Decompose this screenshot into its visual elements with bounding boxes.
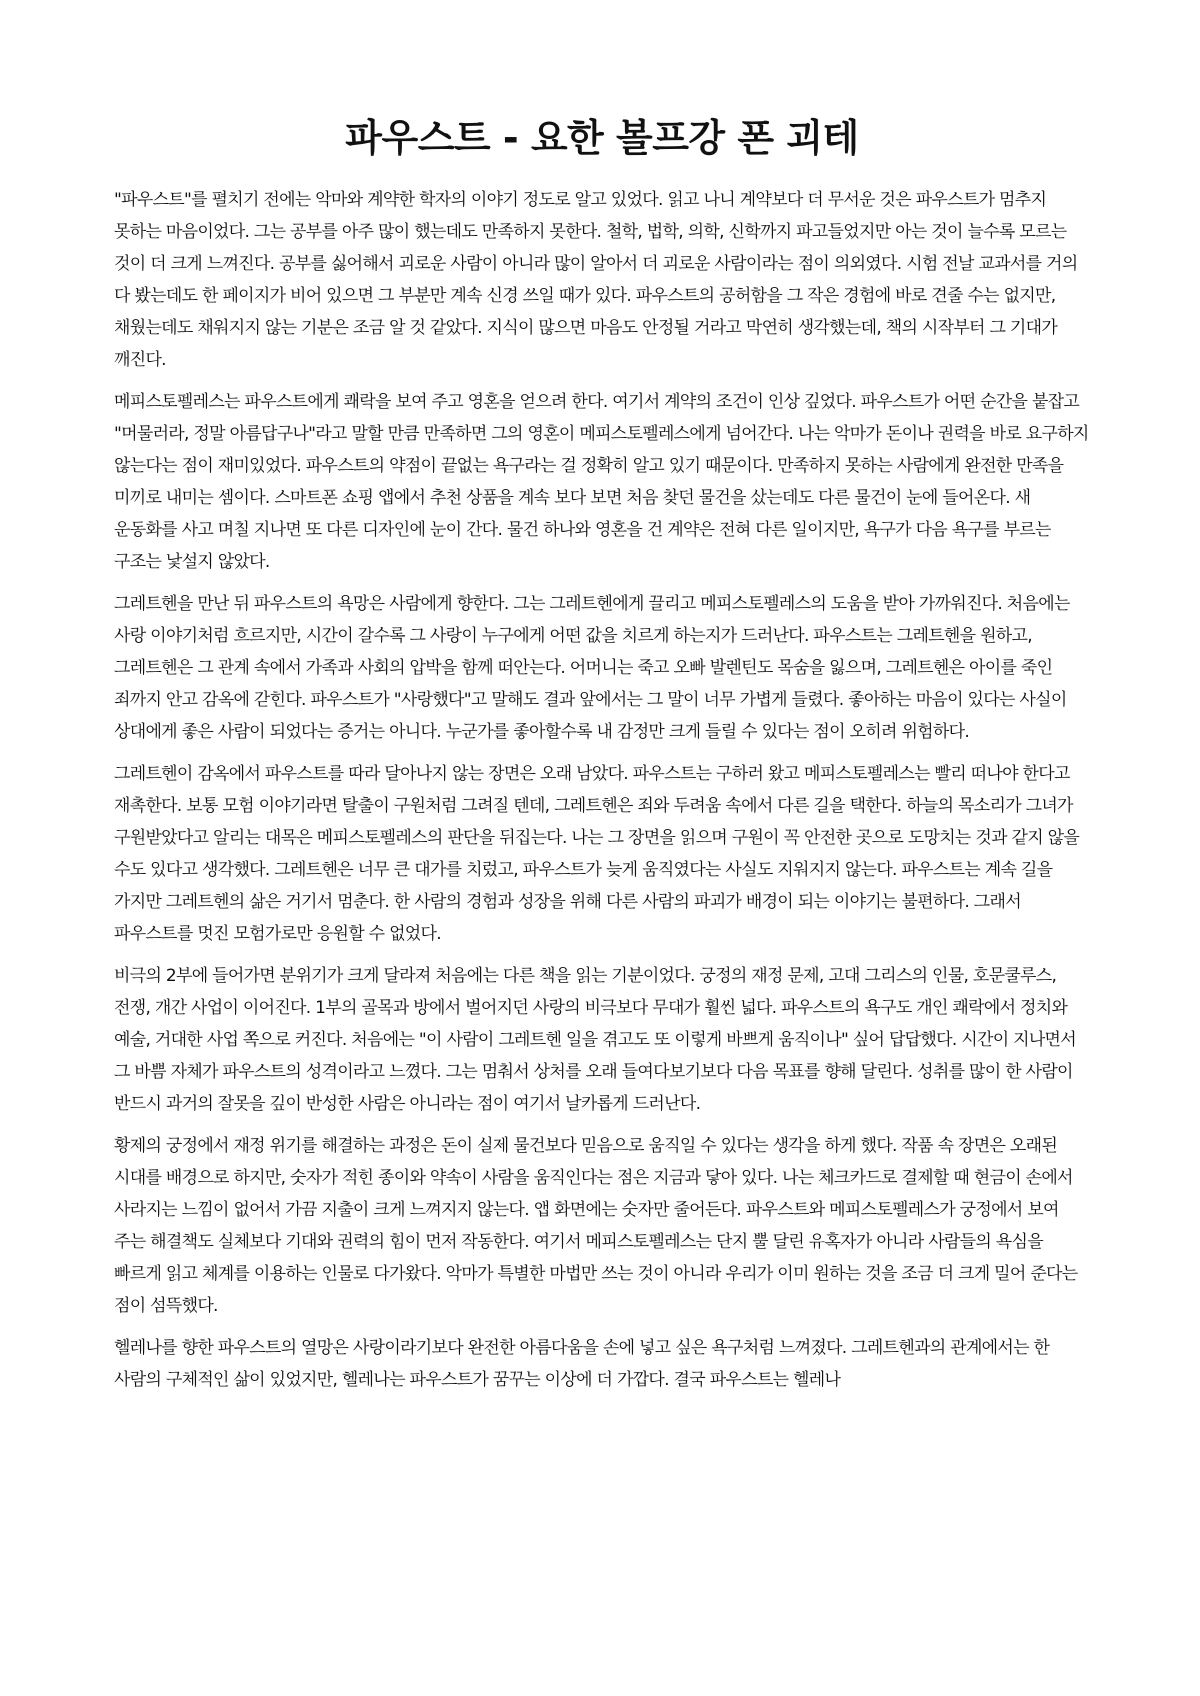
- body-paragraph-3: 그레트헨을 만난 뒤 파우스트의 욕망은 사람에게 향한다. 그는 그레트헨에게 끌리고 메피스토펠레스의 도움을 받아 가까워진다. 처음에는 사랑 이야기처럼 흐르지만, 시간이 갈수록 그 사랑이 누구에게 어떤 값을 치르게 하는지가 드러난다. 파우스트는 그레트헨을 원하고, 그레트헨은 그 관계 속에서 가족과 사회의 압박을 함께 떠안는다. 어머니는 죽고 오빠 발렌틴도 목숨을 잃으며, 그레트헨은 아이를 죽인 죄까지 안고 감옥에 갇힌다. 파우스트가 "사랑했다"고 말해도 결과 앞에서는 그 말이 너무 가볍게 들렸다. 좋아하는 마음이 있다는 사실이 상대에게 좋은 사람이 되었다는 증거는 아니다. 누군가를 좋아할수록 내 감정만 크게 들릴 수 있다는 점이 오히려 위험하다.: [114, 594, 1070, 742]
- body-paragraph-6: 황제의 궁정에서 재정 위기를 해결하는 과정은 돈이 실제 물건보다 믿음으로 움직일 수 있다는 생각을 하게 했다. 작품 속 장면은 오래된 시대를 배경으로 하지만, 숫자가 적힌 종이와 약속이 사람을 움직인다는 점은 지금과 닿아 있다. 나는 체크카드로 결제할 때 현금이 손에서 사라지는 느낌이 없어서 가끔 지출이 크게 느껴지지 않는다. 앱 화면에는 숫자만 줄어든다. 파우스트와 메피스토펠레스가 궁정에서 보여 주는 해결책도 실체보다 기대와 권력의 힘이 먼저 작동한다. 여기서 메피스토펠레스는 단지 뿔 달린 유혹자가 아니라 사람들의 욕심을 빠르게 읽고 체계를 이용하는 인물로 다가왔다. 악마가 특별한 마법만 쓰는 것이 아니라 우리가 이미 원하는 것을 조금 더 크게 밀어 준다는 점이 섬뜩했다.: [114, 1136, 1078, 1316]
- body-paragraph-4: 그레트헨이 감옥에서 파우스트를 따라 달아나지 않는 장면은 오래 남았다. 파우스트는 구하러 왔고 메피스토펠레스는 빨리 떠나야 한다고 재촉한다. 보통 모험 이야기라면 탈출이 구원처럼 그려질 텐데, 그레트헨은 죄와 두려움 속에서 다른 길을 택한다. 하늘의 목소리가 그녀가 구원받았다고 알리는 대목은 메피스토펠레스의 판단을 뒤집는다. 나는 그 장면을 읽으며 구원이 꼭 안전한 곳으로 도망치는 것과 같지 않을 수도 있다고 생각했다. 그레트헨은 너무 큰 대가를 치렀고, 파우스트가 늦게 움직였다는 사실도 지워지지 않는다. 파우스트는 계속 길을 가지만 그레트헨의 삶은 거기서 멈춘다. 한 사람의 경험과 성장을 위해 다른 사람의 파괴가 배경이 되는 이야기는 불편하다. 그래서 파우스트를 멋진 모험가로만 응원할 수 없었다.: [114, 764, 1080, 944]
- document-title: 파우스트 - 요한 볼프강 폰 괴테: [345, 116, 859, 160]
- body-paragraph-1: "파우스트"를 펼치기 전에는 악마와 계약한 학자의 이야기 정도로 알고 있었다. 읽고 나니 계약보다 더 무서운 것은 파우스트가 멈추지 못하는 마음이었다. 그는 공부를 아주 많이 했는데도 만족하지 못한다. 철학, 법학, 의학, 신학까지 파고들었지만 아는 것이 늘수록 모르는 것이 더 크게 느껴진다. 공부를 싫어해서 괴로운 사람이 아니라 많이 알아서 더 괴로운 사람이라는 점이 의외였다. 시험 전날 교과서를 거의 다 봤는데도 한 페이지가 비어 있으면 그 부분만 계속 신경 쓰일 때가 있다. 파우스트의 공허함을 그 작은 경험에 바로 견줄 수는 없지만, 채웠는데도 채워지지 않는 기분은 조금 알 것 같았다. 지식이 많으면 마음도 안정될 거라고 막연히 생각했는데, 책의 시작부터 그 기대가 깨진다.: [114, 190, 1078, 370]
- body-paragraph-5: 비극의 2부에 들어가면 분위기가 크게 달라져 처음에는 다른 책을 읽는 기분이었다. 궁정의 재정 문제, 고대 그리스의 인물, 호문쿨루스, 전쟁, 개간 사업이 이어진다. 1부의 골목과 방에서 벌어지던 사랑의 비극보다 무대가 훨씬 넓다. 파우스트의 욕구도 개인 쾌락에서 정치와 예술, 거대한 사업 쪽으로 커진다. 처음에는 "이 사람이 그레트헨 일을 겪고도 또 이렇게 바쁘게 움직이나" 싶어 답답했다. 시간이 지나면서 그 바쁨 자체가 파우스트의 성격이라고 느꼈다. 그는 멈춰서 상처를 오래 들여다보기보다 다음 목표를 향해 달린다. 성취를 많이 한 사람이 반드시 과거의 잘못을 깊이 반성한 사람은 아니라는 점이 여기서 날카롭게 드러난다.: [114, 966, 1077, 1114]
- body-paragraph-7: 헬레나를 향한 파우스트의 열망은 사랑이라기보다 완전한 아름다움을 손에 넣고 싶은 욕구처럼 느껴졌다. 그레트헨과의 관계에서는 한 사람의 구체적인 삶이 있었지만, 헬레나는 파우스트가 꿈꾸는 이상에 더 가깝다. 결국 파우스트는 헬레나: [114, 1338, 1050, 1390]
- body-paragraph-2: 메피스토펠레스는 파우스트에게 쾌락을 보여 주고 영혼을 얻으려 한다. 여기서 계약의 조건이 인상 깊었다. 파우스트가 어떤 순간을 붙잡고 "머물러라, 정말 아름답구나"라고 말할 만큼 만족하면 그의 영혼이 메피스토펠레스에게 넘어간다. 나는 악마가 돈이나 권력을 바로 요구하지 않는다는 점이 재미있었다. 파우스트의 약점이 끝없는 욕구라는 걸 정확히 알고 있기 때문이다. 만족하지 못하는 사람에게 완전한 만족을 미끼로 내미는 셈이다. 스마트폰 쇼핑 앱에서 추천 상품을 계속 보다 보면 처음 찾던 물건을 샀는데도 다른 물건이 눈에 들어온다. 새 운동화를 사고 며칠 지나면 또 다른 디자인에 눈이 간다. 물건 하나와 영혼을 건 계약은 전혀 다른 일이지만, 욕구가 다음 욕구를 부르는 구조는 낯설지 않았다.: [114, 392, 1089, 572]
- document-body: [114, 184, 1090, 1396]
